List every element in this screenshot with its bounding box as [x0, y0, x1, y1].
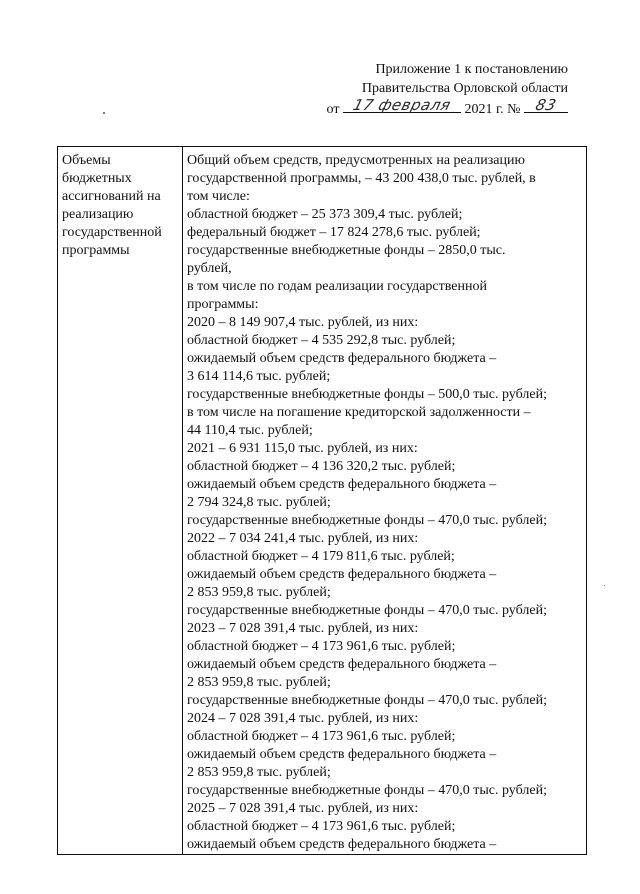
handwritten-date: 17 февраля — [351, 96, 453, 114]
number-blank — [524, 98, 568, 113]
row-heading-cell — [58, 147, 183, 855]
funding-text-line: областной бюджет – 4 179 811,6 тыс. рублей; — [187, 549, 455, 564]
appendix-authority-line: Правительства Орловской области — [361, 81, 568, 96]
scan-speck — [103, 112, 105, 114]
funding-text-line: 2023 – 7 028 391,4 тыс. рублей, из них: — [187, 621, 419, 636]
appendix-date-number-line — [318, 98, 568, 119]
funding-text-line: рублей, — [187, 261, 232, 276]
funding-text-line: ожидаемый объем средств федерального бюджета – — [187, 567, 497, 582]
funding-text-line: федеральный бюджет – 17 824 278,6 тыс. рублей; — [187, 225, 481, 240]
funding-text-line: 3 614 114,6 тыс. рублей; — [187, 369, 331, 384]
funding-text-line: 2 853 959,8 тыс. рублей; — [187, 585, 331, 600]
funding-text-line: ожидаемый объем средств федерального бюджета – — [187, 747, 497, 762]
from-label: от — [326, 102, 340, 117]
funding-text-line: областной бюджет – 4 535 292,8 тыс. рублей; — [187, 333, 456, 348]
funding-text-line: областной бюджет – 4 173 961,6 тыс. рублей; — [187, 729, 456, 744]
year-number-label: 2021 г. № — [464, 102, 521, 117]
funding-text-line: 2025 – 7 028 391,4 тыс. рублей, из них: — [187, 801, 419, 816]
funding-text-line: том числе: — [187, 189, 250, 204]
funding-text-line: 2020 – 8 149 907,4 тыс. рублей, из них: — [187, 315, 419, 330]
funding-text-line: ожидаемый объем средств федерального бюджета – — [187, 837, 497, 852]
funding-text-line: 2 853 959,8 тыс. рублей; — [187, 675, 331, 690]
date-blank — [343, 98, 461, 113]
funding-text-line: государственные внебюджетные фонды – 470,0 тыс. рублей; — [187, 783, 547, 798]
funding-table — [57, 146, 587, 855]
table-row — [58, 147, 587, 855]
funding-text-line: государственные внебюджетные фонды – 2850,0 тыс. — [187, 243, 506, 258]
scan-speck — [604, 585, 605, 586]
funding-text-line: государственные внебюджетные фонды – 470,0 тыс. рублей; — [187, 603, 547, 618]
appendix-header — [318, 60, 568, 119]
funding-text-line: ожидаемый объем средств федерального бюджета – — [187, 477, 497, 492]
funding-text-line: ожидаемый объем средств федерального бюджета – — [187, 657, 497, 672]
funding-text-line: 44 110,4 тыс. рублей; — [187, 423, 313, 438]
funding-text-line: областной бюджет – 4 136 320,2 тыс. рублей; — [187, 459, 456, 474]
funding-text-line: 2024 – 7 028 391,4 тыс. рублей, из них: — [187, 711, 419, 726]
funding-text-line: государственные внебюджетные фонды – 470,0 тыс. рублей; — [187, 513, 547, 528]
funding-text-line: областной бюджет – 25 373 309,4 тыс. рублей; — [187, 207, 463, 222]
funding-text-line: государственные внебюджетные фонды – 500,0 тыс. рублей; — [187, 387, 547, 402]
funding-text-line: в том числе на погашение кредиторской задолженности – — [187, 405, 531, 420]
funding-text-line: 2 853 959,8 тыс. рублей; — [187, 765, 331, 780]
funding-text-line: областной бюджет – 4 173 961,6 тыс. рублей; — [187, 639, 456, 654]
funding-text-line: 2 794 324,8 тыс. рублей; — [187, 495, 331, 510]
appendix-title-line: Приложение 1 к постановлению — [375, 62, 568, 77]
funding-text-line: 2021 – 6 931 115,0 тыс. рублей, из них: — [187, 441, 418, 456]
funding-text-line: ожидаемый объем средств федерального бюджета – — [187, 351, 497, 366]
handwritten-number: 83 — [533, 96, 559, 114]
funding-text-line: государственной программы, – 43 200 438,0 тыс. рублей, в — [187, 171, 536, 186]
funding-text-line: областной бюджет – 4 173 961,6 тыс. рублей; — [187, 819, 456, 834]
row-content-cell — [183, 147, 587, 855]
row-heading: Объемы бюджетных ассигнований на реализацию государственной программы — [62, 153, 162, 258]
funding-text-line: Общий объем средств, предусмотренных на реализацию — [187, 153, 525, 168]
funding-text-line: 2022 – 7 034 241,4 тыс. рублей, из них: — [187, 531, 419, 546]
funding-text-line: государственные внебюджетные фонды – 470,0 тыс. рублей; — [187, 693, 547, 708]
funding-text-line: программы: — [187, 297, 259, 312]
funding-text-line: в том числе по годам реализации государственной — [187, 279, 487, 294]
